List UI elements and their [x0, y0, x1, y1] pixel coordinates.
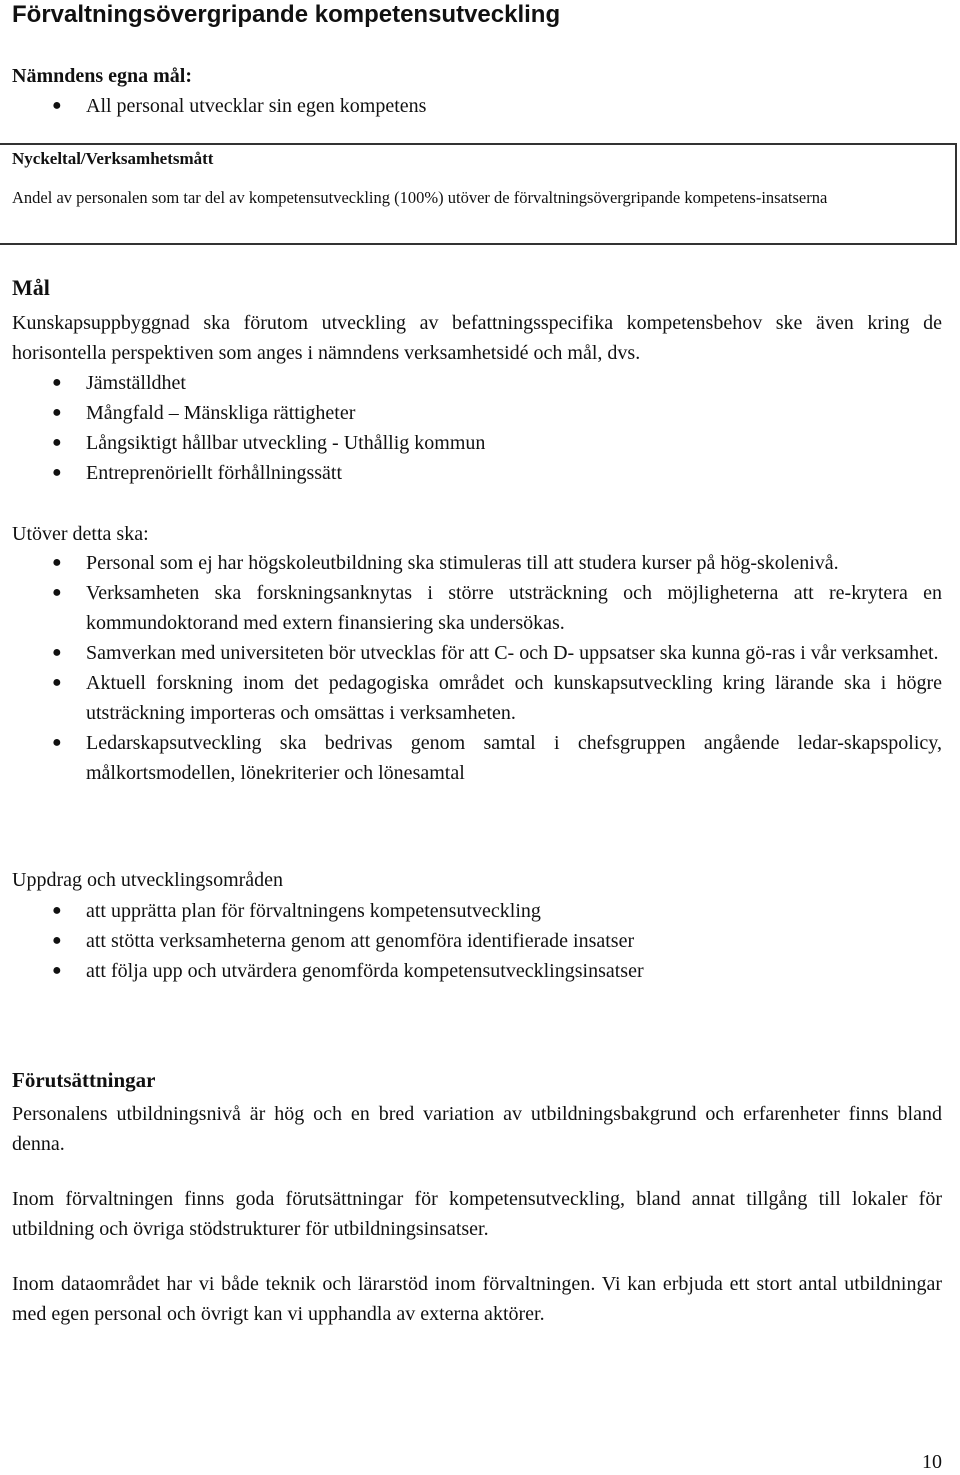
list-item: ● Entreprenöriellt förhållningssätt	[12, 458, 942, 488]
additional-heading: Utöver detta ska:	[12, 523, 149, 545]
list-item: ● att stötta verksamheterna genom att genomföra identifierade insatser	[12, 926, 942, 956]
prerequisites-paragraph: Personalens utbildningsnivå är hög och en bred variation av utbildningsbakgrund och erfarenheter finns bland denna.	[12, 1103, 942, 1155]
list-item: ● Ledarskapsutveckling ska bedrivas genom samtal i chefsgruppen angående ledar-skapspolicy, målkortsmodellen, lönekriterier och lönesamtal	[12, 728, 942, 788]
own-goals-heading: Nämndens egna mål:	[12, 65, 193, 87]
bullet-icon: ●	[52, 734, 62, 751]
bullet-icon: ●	[52, 932, 62, 949]
bullet-icon: ●	[52, 404, 62, 421]
bullet-icon: ●	[52, 902, 62, 919]
assignments-list	[12, 896, 942, 986]
goal-intro: Kunskapsuppbyggnad ska förutom utveckling av befattningsspecifika kompetensbehov ske även kring de horisontella perspektiven som anges i nämndens verksamhetsidé och mål, dvs.	[12, 312, 942, 364]
additional-list	[12, 548, 942, 788]
bullet-icon: ●	[52, 554, 62, 571]
list-item: ● Långsiktigt hållbar utveckling - Uthållig kommun	[12, 428, 942, 458]
prerequisites-paragraph: Inom dataområdet har vi både teknik och lärarstöd inom förvaltningen. Vi kan erbjuda ett stort antal utbildningar med egen personal och övrigt kan vi upphandla av externa aktörer.	[12, 1273, 942, 1325]
list-item: ● att följa upp och utvärdera genomförda kompetensutvecklingsinsatser	[12, 956, 942, 986]
perspectives-list	[12, 368, 942, 488]
list-item: ● Mångfald – Mänskliga rättigheter	[12, 398, 942, 428]
kpi-text: Andel av personalen som tar del av kompetensutveckling (100%) utöver de förvaltningsövergripande kompetens-insatserna	[12, 188, 828, 207]
page-number: 10	[922, 1451, 942, 1473]
bullet-icon: ●	[52, 464, 62, 481]
bullet-icon: ●	[52, 97, 62, 114]
bullet-icon: ●	[52, 434, 62, 451]
bullet-icon: ●	[52, 674, 62, 691]
list-item: ● Jämställdhet	[12, 368, 942, 398]
document-title: Förvaltningsövergripande kompetensutveckling	[12, 1, 561, 28]
list-item: ● Samverkan med universiteten bör utvecklas för att C- och D- uppsatser ska kunna gö-ras i vår verksamhet.	[12, 638, 942, 668]
prerequisites-paragraph: Inom förvaltningen finns goda förutsättningar för kompetensutveckling, bland annat tillgång till lokaler för utbildning och övriga stödstrukturer för utbildningsinsatser.	[12, 1188, 942, 1240]
bullet-icon: ●	[52, 584, 62, 601]
bullet-icon: ●	[52, 644, 62, 661]
bullet-icon: ●	[52, 374, 62, 391]
assignments-heading: Uppdrag och utvecklingsområden	[12, 869, 284, 891]
kpi-box	[0, 143, 957, 245]
bullet-icon: ●	[52, 962, 62, 979]
prerequisites-heading: Förutsättningar	[12, 1068, 156, 1092]
own-goals-list	[12, 92, 952, 120]
list-item: ● Verksamheten ska forskningsanknytas i större utsträckning och möjligheterna att re-krytera en kommundoktorand med extern finansiering ska undersökas.	[12, 578, 942, 638]
goal-heading: Mål	[12, 275, 50, 300]
list-item: ● att upprätta plan för förvaltningens kompetensutveckling	[12, 896, 942, 926]
kpi-heading: Nyckeltal/Verksamhetsmått	[12, 149, 214, 168]
list-item: ● Aktuell forskning inom det pedagogiska området och kunskapsutveckling kring lärande ska i högre utsträckning importeras och omsättas i verksamheten.	[12, 668, 942, 728]
list-item: ● Personal som ej har högskoleutbildning ska stimuleras till att studera kurser på hög-skolenivå.	[12, 548, 942, 578]
list-item: ● All personal utvecklar sin egen kompetens	[12, 92, 952, 120]
